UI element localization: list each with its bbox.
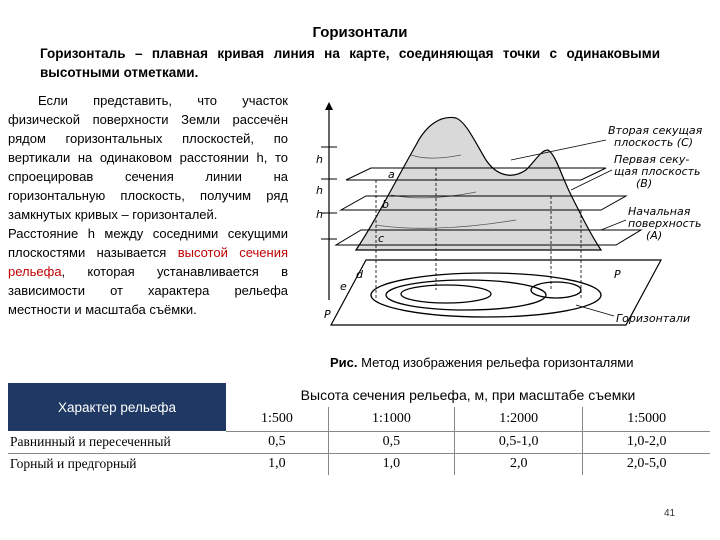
relief-figure xyxy=(316,100,716,345)
definition-text: Горизонталь – плавная кривая линия на карте, соединяющая точки с одинаковыми высотными отметками. xyxy=(40,46,660,80)
paragraph-section-height xyxy=(8,224,288,319)
row-label: Равнинный и пересеченный xyxy=(8,431,226,453)
paragraph-section-height-end: , которая устанавливается в зависимости от характера рельефа местности и масштаба съёмки. xyxy=(8,264,288,317)
base-surface-label-1: Начальная xyxy=(628,205,691,218)
scale-header-2: 1:1000 xyxy=(328,407,454,431)
table-cell: 0,5-1,0 xyxy=(454,431,583,453)
section-height-table xyxy=(8,383,710,475)
plane-p-label-left: P xyxy=(324,308,331,321)
table-row xyxy=(8,431,710,453)
scale-header-3: 1:2000 xyxy=(454,407,583,431)
table-cell: 1,0 xyxy=(268,456,286,472)
table-cell: 0,5 xyxy=(226,431,328,453)
table-cell: 2,0-5,0 xyxy=(583,453,710,475)
table-cell: 0,5 xyxy=(328,431,454,453)
body-text xyxy=(8,91,288,319)
table-cell: 2,0 xyxy=(454,453,583,475)
h-label-1: h xyxy=(316,153,323,166)
paragraph-intro: Если представить, что участок физической поверхности Земли рассечён рядом горизонтальных плоскостей, по вертикали на одинаковом расстоянии h, то спроецировав сечения линии на горизонтальную плоскость, получим ряд замкнутых кривых – горизонталей. xyxy=(8,93,288,222)
base-surface-label-2: поверхность xyxy=(628,217,702,230)
plane-p-label-right: P xyxy=(614,268,621,281)
first-plane-label-3: (В) xyxy=(636,177,653,190)
header-section-height: Высота сечения рельефа, м, при масштабе съемки xyxy=(300,387,636,403)
h-label-3: h xyxy=(316,208,323,221)
scale-header-4: 1:5000 xyxy=(583,407,710,431)
figure-caption xyxy=(330,355,720,370)
table-cell: 1,0-2,0 xyxy=(583,431,710,453)
table-row xyxy=(8,453,710,475)
scale-header-1: 1:500 xyxy=(226,407,328,431)
table-cell: 1,0 xyxy=(328,453,454,475)
caption-text: Метод изображения рельефа горизонталями xyxy=(357,355,634,370)
point-e-label: e xyxy=(340,280,347,293)
section-height-term: высотой сечения рельефа xyxy=(8,245,288,279)
point-d-label: d xyxy=(356,268,363,281)
caption-prefix: Рис. xyxy=(330,355,358,370)
first-plane-label-1: Первая секу- xyxy=(614,153,690,166)
slide-title: Горизонтали xyxy=(312,24,408,41)
page-number: 41 xyxy=(664,508,676,519)
contours-label: Горизонтали xyxy=(616,312,691,325)
relief-illustration xyxy=(316,100,716,345)
point-a-label: a xyxy=(388,168,395,181)
header-relief-character: Характер рельефа xyxy=(8,383,226,431)
row-label: Горный и предгорный xyxy=(10,456,137,472)
point-b-label: b xyxy=(382,198,389,211)
second-plane-label-2: плоскость (С) xyxy=(614,136,694,149)
point-c-label: c xyxy=(378,232,385,245)
base-surface-label-3: (А) xyxy=(646,229,663,242)
first-plane-label-2: щая плоскость xyxy=(614,165,701,178)
h-label-2: h xyxy=(316,184,323,197)
second-plane-label-1: Вторая секущая xyxy=(608,124,703,137)
paragraph-section-height-start: Расстояние h между соседними секущими плоскостями называется xyxy=(8,226,288,260)
